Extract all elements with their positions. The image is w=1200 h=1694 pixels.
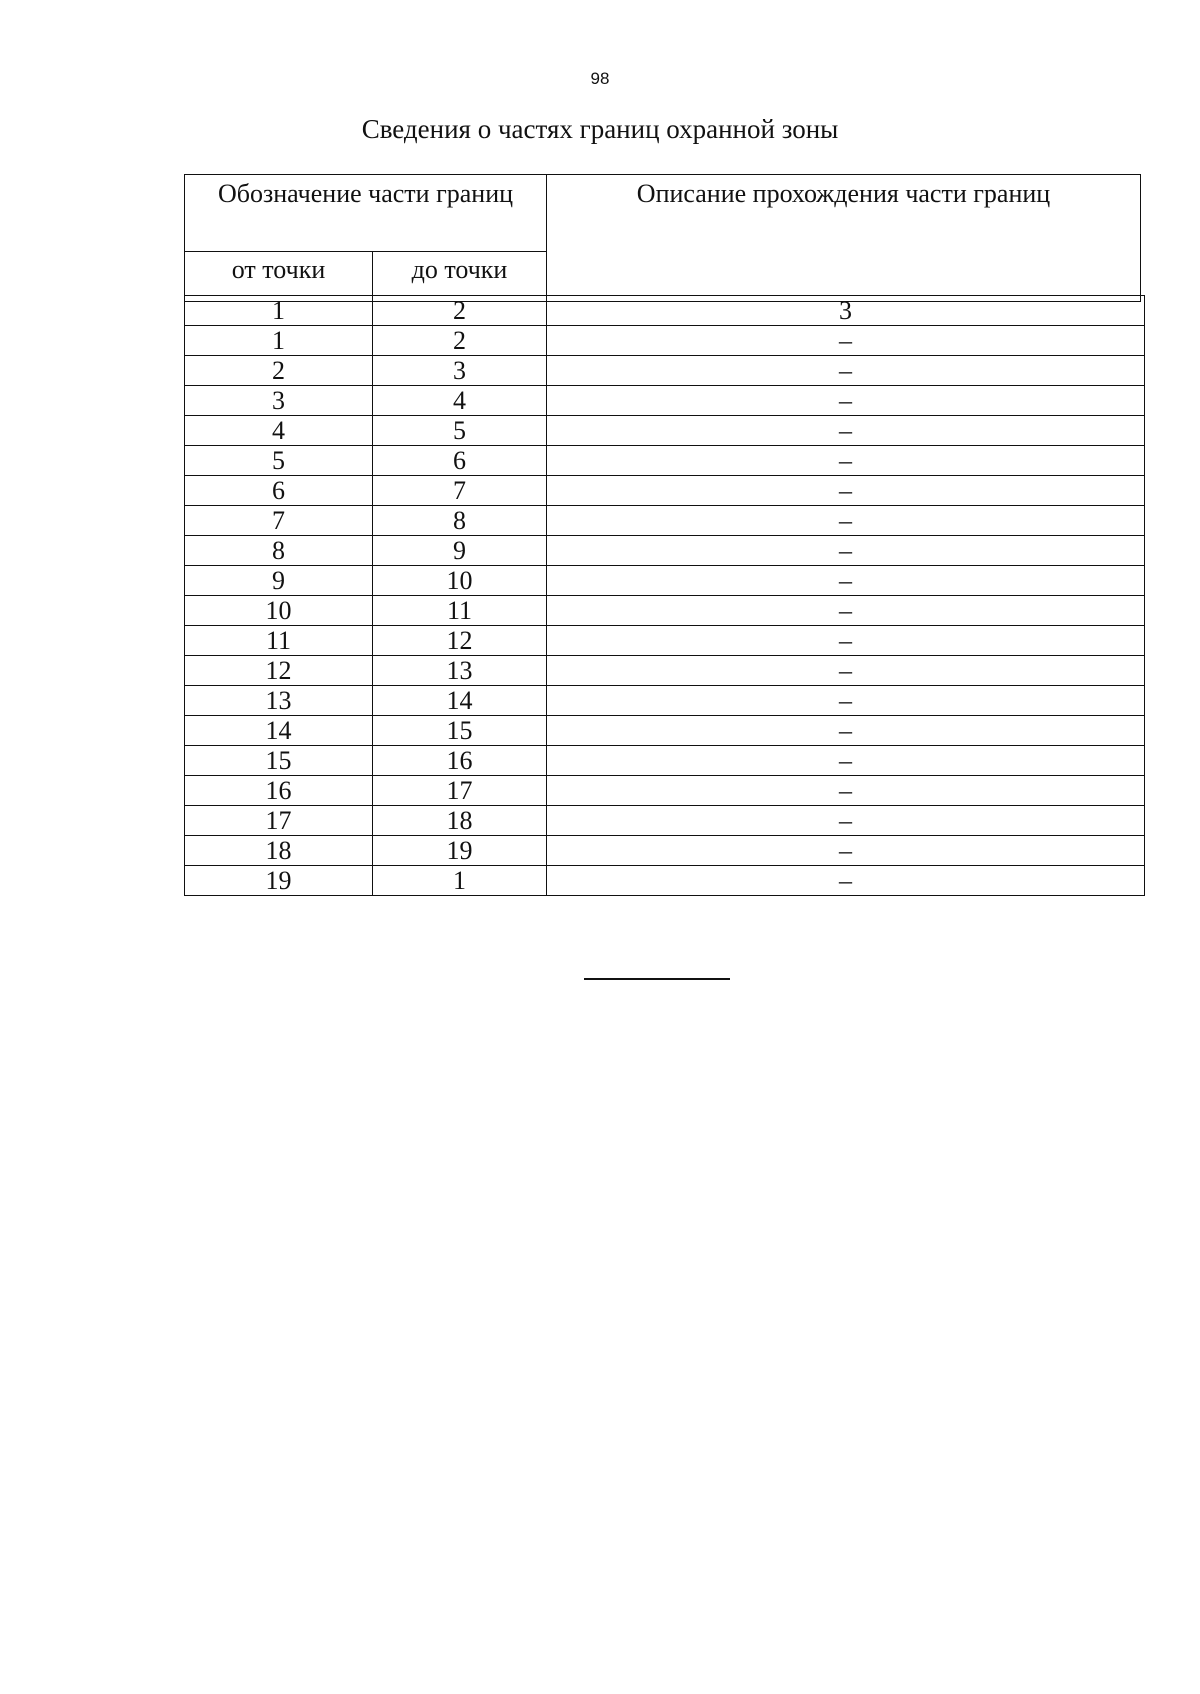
to-point-cell: 17 bbox=[373, 776, 547, 806]
to-point-cell: 13 bbox=[373, 656, 547, 686]
header-from-point: от точки bbox=[185, 252, 373, 302]
to-point-cell: 19 bbox=[373, 836, 547, 866]
description-cell: – bbox=[547, 566, 1145, 596]
description-cell: – bbox=[547, 686, 1145, 716]
from-point-cell: 7 bbox=[185, 506, 373, 536]
page-number: 98 bbox=[590, 69, 610, 88]
table-row bbox=[185, 326, 1145, 356]
from-point-cell: 5 bbox=[185, 446, 373, 476]
description-cell: – bbox=[547, 656, 1145, 686]
to-point-cell: 1 bbox=[373, 866, 547, 896]
boundary-table-header bbox=[184, 174, 1141, 302]
description-cell: – bbox=[547, 746, 1145, 776]
table-row bbox=[185, 686, 1145, 716]
description-cell: – bbox=[547, 446, 1145, 476]
from-point-cell: 10 bbox=[185, 596, 373, 626]
end-of-table-rule bbox=[584, 978, 730, 980]
to-point-cell: 12 bbox=[373, 626, 547, 656]
from-point-cell: 14 bbox=[185, 716, 373, 746]
from-point-cell: 1 bbox=[185, 326, 373, 356]
description-cell: – bbox=[547, 416, 1145, 446]
from-point-cell: 13 bbox=[185, 686, 373, 716]
description-cell: – bbox=[547, 356, 1145, 386]
to-point-cell: 15 bbox=[373, 716, 547, 746]
to-point-cell: 9 bbox=[373, 536, 547, 566]
from-point-cell: 19 bbox=[185, 866, 373, 896]
header-to-point: до точки bbox=[373, 252, 547, 302]
description-cell: – bbox=[547, 626, 1145, 656]
to-point-cell: 5 bbox=[373, 416, 547, 446]
table-row bbox=[185, 656, 1145, 686]
table-row bbox=[185, 536, 1145, 566]
from-point-cell: 8 bbox=[185, 536, 373, 566]
column-number-cell: 2 bbox=[373, 296, 547, 326]
description-cell: – bbox=[547, 326, 1145, 356]
to-point-cell: 2 bbox=[373, 326, 547, 356]
table-row bbox=[185, 836, 1145, 866]
column-number-cell: 3 bbox=[547, 296, 1145, 326]
from-point-cell: 2 bbox=[185, 356, 373, 386]
column-number-cell: 1 bbox=[185, 296, 373, 326]
description-cell: – bbox=[547, 716, 1145, 746]
description-cell: – bbox=[547, 836, 1145, 866]
from-point-cell: 15 bbox=[185, 746, 373, 776]
table-row bbox=[185, 866, 1145, 896]
boundary-table-body bbox=[184, 295, 1145, 896]
table-row bbox=[185, 566, 1145, 596]
description-cell: – bbox=[547, 386, 1145, 416]
column-number-row bbox=[185, 296, 1145, 326]
from-point-cell: 9 bbox=[185, 566, 373, 596]
to-point-cell: 4 bbox=[373, 386, 547, 416]
to-point-cell: 11 bbox=[373, 596, 547, 626]
from-point-cell: 11 bbox=[185, 626, 373, 656]
table-row bbox=[185, 356, 1145, 386]
description-cell: – bbox=[547, 776, 1145, 806]
from-point-cell: 3 bbox=[185, 386, 373, 416]
header-boundary-description: Описание прохождения части границ bbox=[547, 175, 1141, 302]
table-row bbox=[185, 626, 1145, 656]
table-row bbox=[185, 716, 1145, 746]
from-point-cell: 16 bbox=[185, 776, 373, 806]
from-point-cell: 4 bbox=[185, 416, 373, 446]
from-point-cell: 17 bbox=[185, 806, 373, 836]
description-cell: – bbox=[547, 866, 1145, 896]
table-row bbox=[185, 416, 1145, 446]
table-row bbox=[185, 806, 1145, 836]
table-row bbox=[185, 476, 1145, 506]
description-cell: – bbox=[547, 536, 1145, 566]
table-row bbox=[185, 746, 1145, 776]
to-point-cell: 6 bbox=[373, 446, 547, 476]
to-point-cell: 16 bbox=[373, 746, 547, 776]
boundary-table-rows bbox=[185, 296, 1145, 896]
description-cell: – bbox=[547, 806, 1145, 836]
table-row bbox=[185, 596, 1145, 626]
table-row bbox=[185, 386, 1145, 416]
from-point-cell: 18 bbox=[185, 836, 373, 866]
to-point-cell: 3 bbox=[373, 356, 547, 386]
to-point-cell: 8 bbox=[373, 506, 547, 536]
to-point-cell: 10 bbox=[373, 566, 547, 596]
page-title: Сведения о частях границ охранной зоны bbox=[361, 114, 839, 144]
to-point-cell: 14 bbox=[373, 686, 547, 716]
description-cell: – bbox=[547, 506, 1145, 536]
table-row bbox=[185, 446, 1145, 476]
from-point-cell: 6 bbox=[185, 476, 373, 506]
from-point-cell: 12 bbox=[185, 656, 373, 686]
header-boundary-part-designation: Обозначение части границ bbox=[185, 175, 547, 252]
table-row bbox=[185, 776, 1145, 806]
table-row bbox=[185, 506, 1145, 536]
description-cell: – bbox=[547, 476, 1145, 506]
description-cell: – bbox=[547, 596, 1145, 626]
to-point-cell: 7 bbox=[373, 476, 547, 506]
to-point-cell: 18 bbox=[373, 806, 547, 836]
